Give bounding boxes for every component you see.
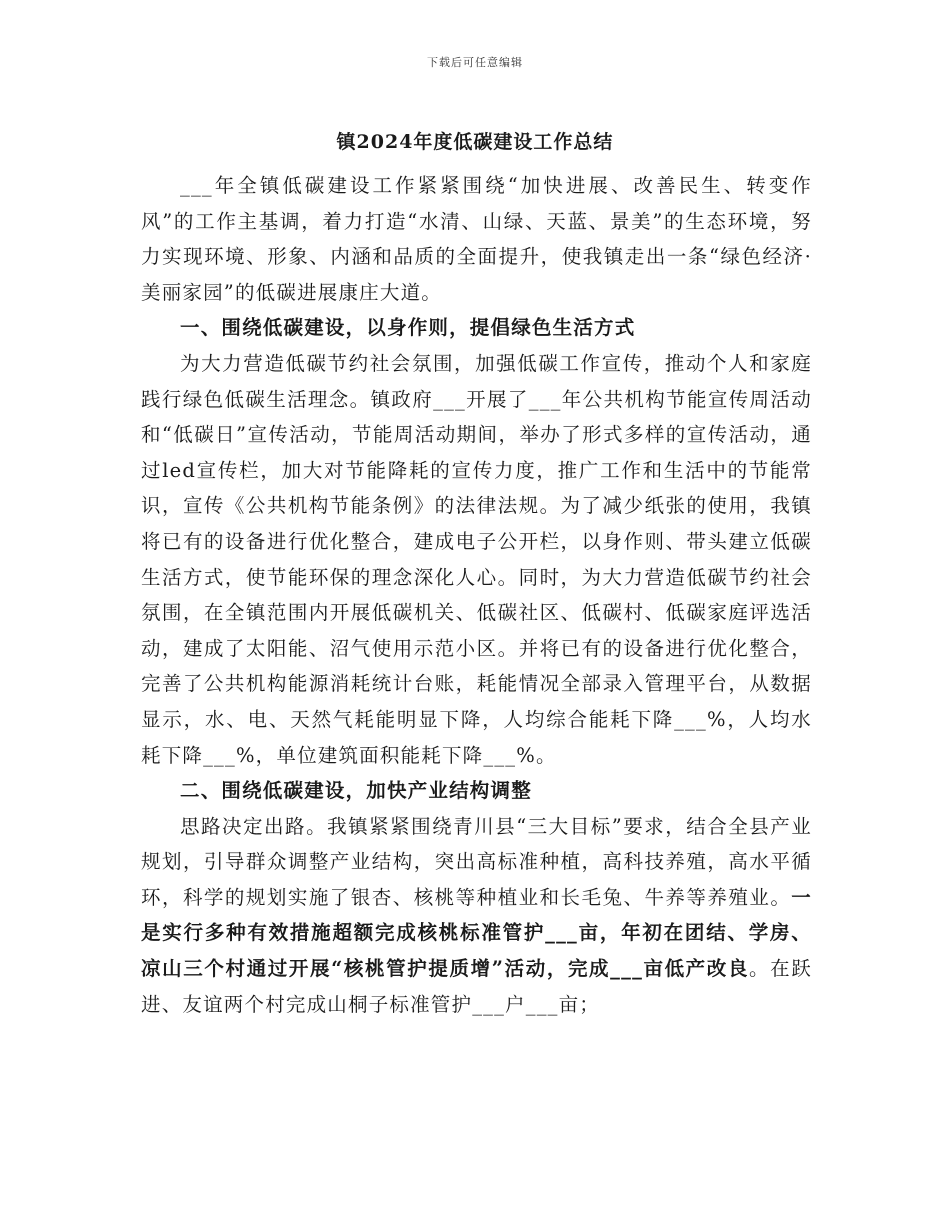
document-body [141, 168, 812, 1022]
section-1-paragraph: 为大力营造低碳节约社会氛围，加强低碳工作宣传，推动个人和家庭践行绿色低碳生活理念。镇政府___开展了___年公共机构节能宣传周活动和“低碳日”宣传活动，节能周活动期间，举办了形式多样的宣传活动，通过led宣传栏，加大对节能降耗的宣传力度，推广工作和生活中的节能常识，宣传《公共机构节能条例》的法律法规。为了减少纸张的使用，我镇将已有的设备进行优化整合，建成电子公开栏，以身作则、带头建立低碳生活方式，使节能环保的理念深化人心。同时，为大力营造低碳节约社会氛围，在全镇范围内开展低碳机关、低碳社区、低碳村、低碳家庭评选活动，建成了太阳能、沼气使用示范小区。并将已有的设备进行优化整合，完善了公共机构能源消耗统计台账，耗能情况全部录入管理平台，从数据显示，水、电、天然气耗能明显下降，人均综合能耗下降___%，人均水耗下降___%，单位建筑面积能耗下降___%。 [141, 351, 812, 767]
section-2-text-start: 思路决定出路。我镇紧紧围绕青川县“三大目标”要求，结合全县产业规划，引导群众调整产业结构，突出高标准种植，高科技养殖，高水平循环，科学的规划实施了银杏、核桃等种植业和长毛兔、牛养等养殖业。 [141, 814, 812, 909]
section-2-text-end: 。在跃进、友谊两个村完成山桐子标准管护___户___亩； [141, 957, 812, 1016]
header-note: 下载后可任意编辑 [427, 56, 523, 69]
intro-paragraph: ___年全镇低碳建设工作紧紧围绕“加快进展、改善民生、转变作风”的工作主基调，着力打造“水清、山绿、天蓝、景美”的生态环境，努力实现环境、形象、内涵和品质的全面提升，使我镇走出一条“绿色经济·美丽家园”的低碳进展康庄大道。 [141, 174, 812, 304]
document-title: 镇2024年度低碳建设工作总结 [336, 131, 614, 153]
section-2-heading: 二、围绕低碳建设，加快产业结构调整 [180, 779, 532, 803]
section-1-heading: 一、围绕低碳建设，以身作则，提倡绿色生活方式 [180, 316, 636, 340]
section-2-bold-text: 一是实行多种有效措施超额完成核桃标准管护___亩，年初在团结、学房、凉山三个村通过开展“核桃管护提质增”活动，完成___亩低产改良 [141, 885, 812, 981]
section-2-paragraph [141, 809, 812, 1023]
